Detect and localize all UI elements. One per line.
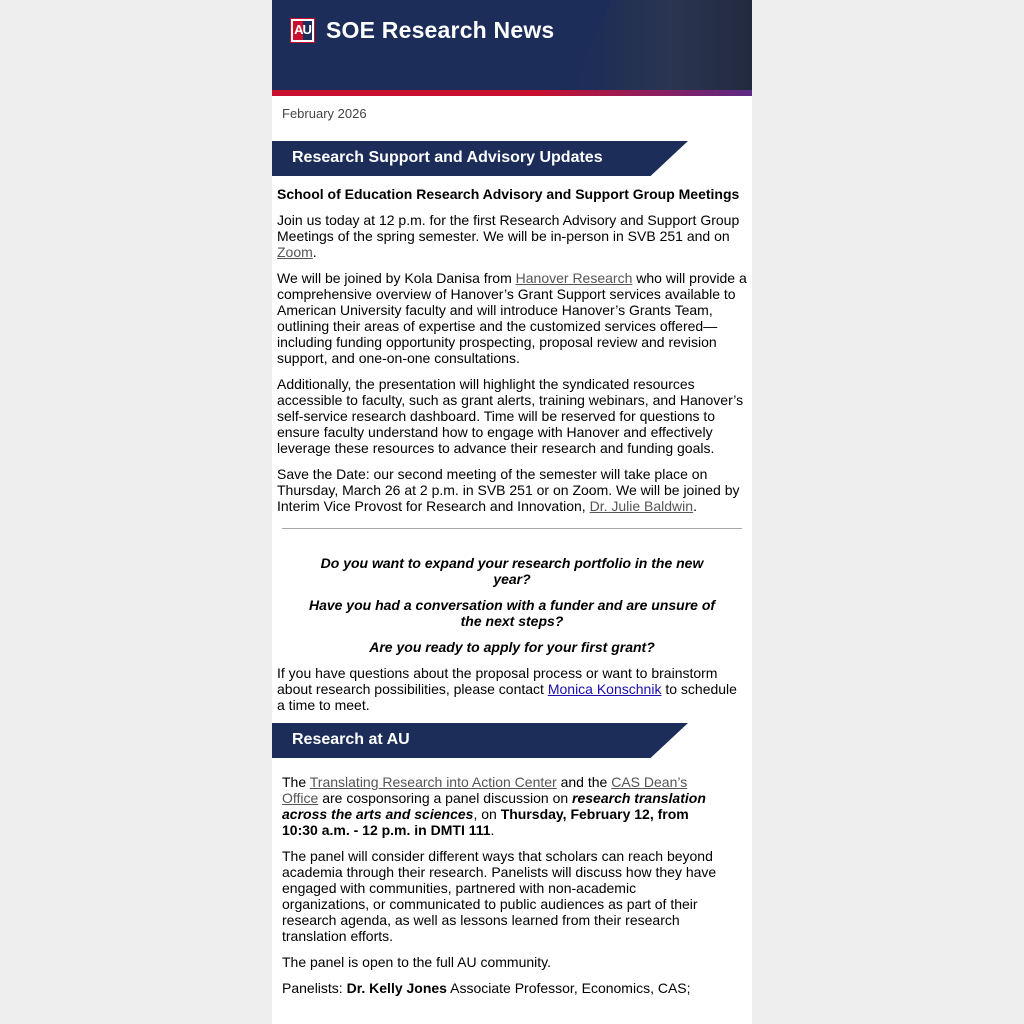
trac-link[interactable]: Translating Research into Action Center [309, 774, 557, 790]
paragraph: Additionally, the presentation will highlight the syndicated resources accessible to faculty, such as grant alerts, training webinars, and Hanover’s self-service research dashboard. Time will be reserved for questions to ensure faculty understand how to engage with Hanover and effectively leverage these resources to advance their research and funding goals. [277, 376, 744, 456]
newsletter-email [272, 0, 752, 1024]
paragraph: If you have questions about the proposal process or want to brainstorm about research possibilities, please contact Monica Konschnik to schedule a time to meet. [277, 665, 737, 713]
zoom-link[interactable]: Zoom [277, 244, 313, 260]
speaker-photo [572, 0, 752, 90]
issue-date: February 2026 [282, 106, 367, 121]
section-heading-research-support [272, 141, 688, 176]
paragraph: The panel is open to the full AU community. [282, 954, 551, 970]
section-research-at-au-body [272, 758, 752, 996]
cas-deans-office-link[interactable]: CAS Dean’s Office [282, 774, 688, 806]
article-subheading: School of Education Research Advisory and Support Group Meetings [277, 186, 740, 202]
hanover-research-link[interactable]: Hanover Research [515, 270, 633, 286]
paragraph: Panelists: Dr. Kelly Jones Associate Professor, Economics, CAS; [282, 980, 691, 996]
monica-konschnik-link[interactable]: Monica Konschnik [547, 681, 662, 697]
header-banner [272, 0, 752, 90]
au-logo-icon: AU [290, 18, 315, 43]
section-heading-label: Research Support and Advisory Updates [292, 149, 603, 166]
divider [282, 528, 742, 529]
paragraph: The Translating Research into Action Center and the CAS Dean’s Office are cosponsoring a panel discussion on research translation across the arts and sciences, on Thursday, February 12, from 10:30 a.m. - 12 p.m. in DMTI 111. [282, 774, 706, 838]
callout-question: Have you had a conversation with a funder and are unsure of the next steps? [308, 597, 716, 629]
paragraph: We will be joined by Kola Danisa from Hanover Research who will provide a comprehensive overview of Hanover’s Grant Support services available to American University faculty and will introduce Hanover’s Grants Team, outlining their areas of expertise and the customized services offered—including funding opportunity prospecting, proposal review and revision support, and one-on-one consultations. [277, 270, 747, 366]
callout-question: Are you ready to apply for your first grant? [369, 639, 655, 655]
paragraph: The panel will consider different ways that scholars can reach beyond academia through their research. Panelists will discuss how they have engaged with communities, partnered with non-academic organizations, or communicated to public audiences as part of their research agenda, as well as lessons learned from their research translation efforts. [282, 848, 717, 944]
section-heading-research-at-au [272, 723, 688, 758]
section-research-support-body [272, 186, 752, 713]
paragraph: Save the Date: our second meeting of the semester will take place on Thursday, March 26 at 2 p.m. in SVB 251 or on Zoom. We will be joined by Interim Vice Provost for Research and Innovation, Dr. Julie Baldwin. [277, 466, 740, 514]
julie-baldwin-link[interactable]: Dr. Julie Baldwin [589, 498, 694, 514]
paragraph: Join us today at 12 p.m. for the first Research Advisory and Support Group Meetings of the spring semester. We will be in-person in SVB 251 and on Zoom. [277, 212, 740, 260]
callout-question: Do you want to expand your research portfolio in the new year? [320, 555, 704, 587]
section-heading-label: Research at AU [292, 731, 410, 748]
newsletter-title: SOE Research News [326, 17, 555, 43]
